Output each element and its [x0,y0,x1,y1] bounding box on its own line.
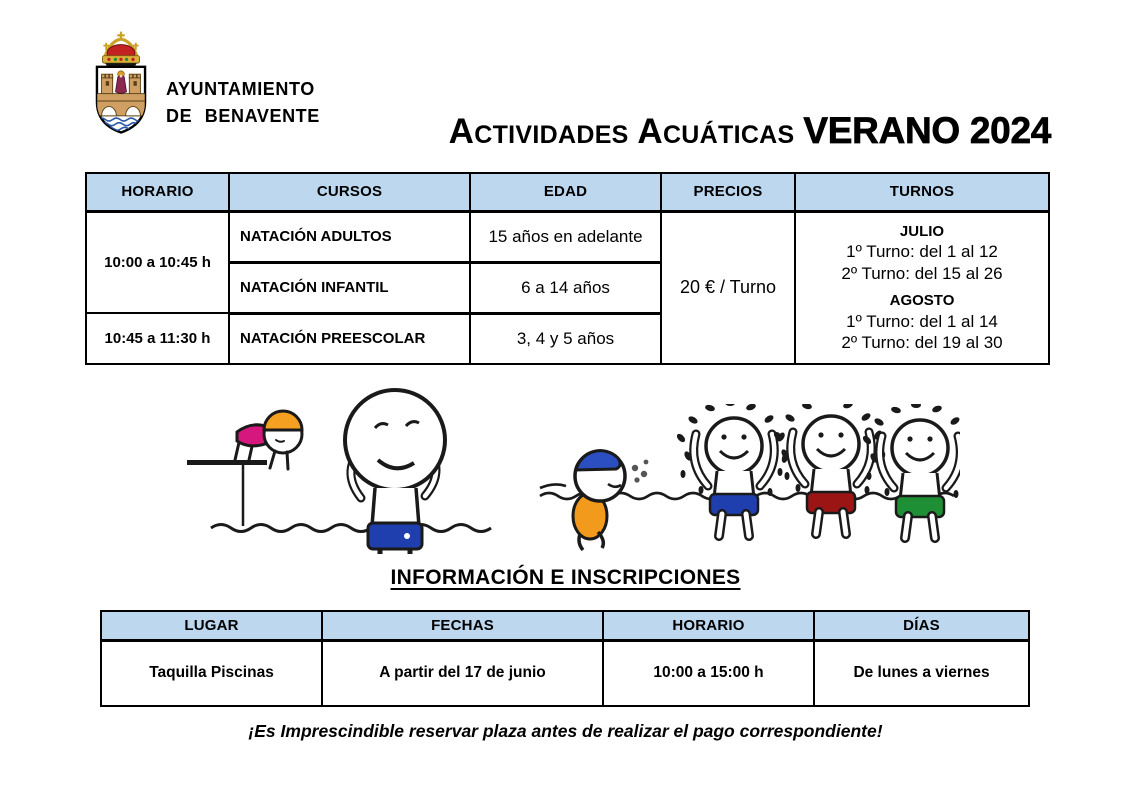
org-name [166,76,320,130]
inscriptions-header-row [101,611,1029,640]
curso-cell-adultos: NATACIÓN ADULTOS [229,211,470,262]
schedule-header-horario: HORARIO [86,173,229,211]
schedule-header-row [86,173,1049,211]
page-title [449,112,1051,149]
inscriptions-header-fechas: FECHAS [322,611,603,640]
kids-splashing-water-clipart-icon [538,404,960,554]
table-row [86,211,1049,262]
edad-cell-infantil: 6 a 14 años [470,262,661,313]
inscriptions-fechas-value: A partir del 17 de junio [322,640,603,706]
turnos-agosto-1: 1º Turno: del 1 al 14 [846,311,998,331]
edad-cell-adultos: 15 años en adelante [470,211,661,262]
schedule-table [85,172,1050,365]
schedule-header-edad: EDAD [470,173,661,211]
org-name-line2: DE BENAVENTE [166,106,320,126]
kids-diving-pool-clipart-icon [183,380,503,555]
turnos-agosto-2: 2º Turno: del 19 al 30 [841,332,1003,352]
table-row [101,640,1029,706]
inscriptions-header-dias: DÍAS [814,611,1029,640]
inscriptions-header-lugar: LUGAR [101,611,322,640]
inscriptions-lugar-value: Taquilla Piscinas [101,640,322,706]
inscriptions-table [100,610,1030,707]
edad-cell-preescolar: 3, 4 y 5 años [470,313,661,364]
schedule-header-cursos: CURSOS [229,173,470,211]
inscriptions-horario-value: 10:00 a 15:00 h [603,640,814,706]
page-title-main: Actividades Acuáticas [448,112,795,151]
schedule-header-turnos: TURNOS [795,173,1049,211]
curso-cell-infantil: NATACIÓN INFANTIL [229,262,470,313]
turnos-agosto-label: AGOSTO [889,291,955,309]
horario-cell-1: 10:00 a 10:45 h [86,211,229,313]
inscriptions-header-horario: HORARIO [603,611,814,640]
precio-cell: 20 € / Turno [661,211,795,364]
footer-reservation-note: ¡Es Imprescindible reservar plaza antes de realizar el pago correspondiente! [248,721,883,741]
horario-cell-2: 10:45 a 11:30 h [86,313,229,364]
turnos-cell [795,211,1049,364]
turnos-julio-2: 2º Turno: del 15 al 26 [841,263,1003,283]
benavente-coat-of-arms-icon [84,26,158,140]
info-inscriptions-heading: INFORMACIÓN E INSCRIPCIONES [390,566,741,589]
turnos-julio-label: JULIO [899,222,945,240]
curso-cell-preescolar: NATACIÓN PREESCOLAR [229,313,470,364]
inscriptions-dias-value: De lunes a viernes [814,640,1029,706]
page-title-year: VERANO 2024 [803,110,1051,151]
turnos-julio-1: 1º Turno: del 1 al 12 [846,242,998,262]
org-name-line1: AYUNTAMIENTO [166,79,315,99]
schedule-header-precios: PRECIOS [661,173,795,211]
